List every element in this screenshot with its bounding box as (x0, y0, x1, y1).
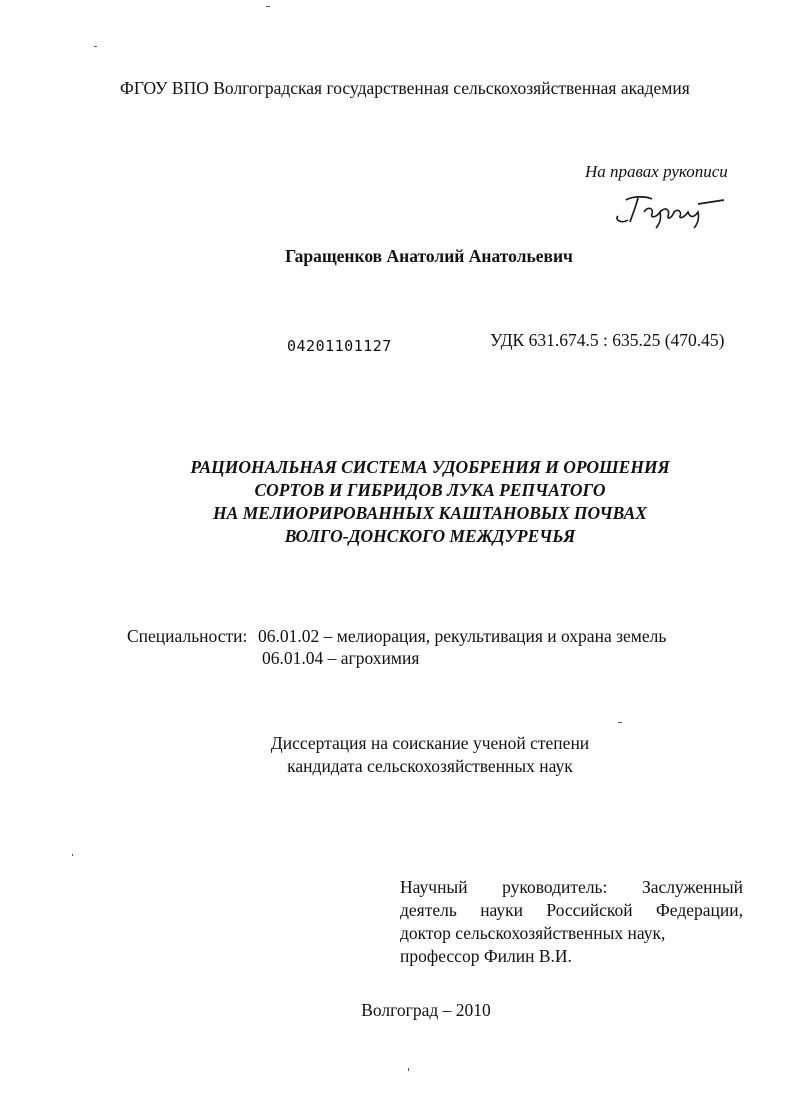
supervisor-word: руководитель: (502, 877, 608, 897)
supervisor-line (400, 876, 743, 899)
document-number: 04201101127 (287, 337, 392, 355)
supervisor-line (400, 899, 743, 922)
title-line: СОРТОВ И ГИБРИДОВ ЛУКА РЕПЧАТОГО (254, 480, 606, 500)
scan-speck (408, 1068, 409, 1071)
scan-speck (94, 46, 97, 47)
scan-speck (72, 854, 73, 856)
supervisor-word: Научный (400, 877, 468, 897)
degree-statement (130, 732, 730, 778)
dissertation-title (140, 456, 720, 548)
supervisor-line: профессор Филин В.И. (400, 946, 572, 966)
manuscript-rights-note: На правах рукописи (585, 162, 728, 181)
supervisor-word: Российской (546, 900, 633, 920)
degree-line: Диссертация на соискание ученой степени (270, 733, 590, 753)
degree-line: кандидата сельскохозяйственных наук (287, 756, 573, 776)
title-line: РАЦИОНАЛЬНАЯ СИСТЕМА УДОБРЕНИЯ И ОРОШЕНИЯ (190, 457, 670, 477)
specialties-label: Специальности: (127, 626, 248, 646)
supervisor-line: доктор сельскохозяйственных наук, (400, 923, 666, 943)
city-year: Волгоград – 2010 (361, 1000, 491, 1020)
supervisor-word: науки (480, 900, 524, 920)
supervisor-word: деятель (400, 900, 457, 920)
udc-code: УДК 631.674.5 : 635.25 (470.45) (490, 330, 725, 350)
specialty-item: 06.01.02 – мелиорация, рекультивация и охрана земель (258, 626, 667, 646)
author-name: Гаращенков Анатолий Анатольевич (285, 246, 573, 266)
specialty-item: 06.01.04 – агрохимия (262, 648, 420, 668)
institution-header: ФГОУ ВПО Волгоградская государственная сельскохозяйственная академия (120, 78, 690, 98)
supervisor-word: Заслуженный (641, 877, 743, 897)
supervisor-word: Федерации, (655, 900, 743, 920)
handwritten-signature (612, 190, 732, 230)
scan-speck (266, 6, 270, 7)
supervisor-block (400, 876, 743, 968)
scan-speck (618, 722, 622, 723)
title-line: НА МЕЛИОРИРОВАННЫХ КАШТАНОВЫХ ПОЧВАХ (213, 503, 647, 523)
title-line: ВОЛГО-ДОНСКОГО МЕЖДУРЕЧЬЯ (284, 526, 576, 546)
